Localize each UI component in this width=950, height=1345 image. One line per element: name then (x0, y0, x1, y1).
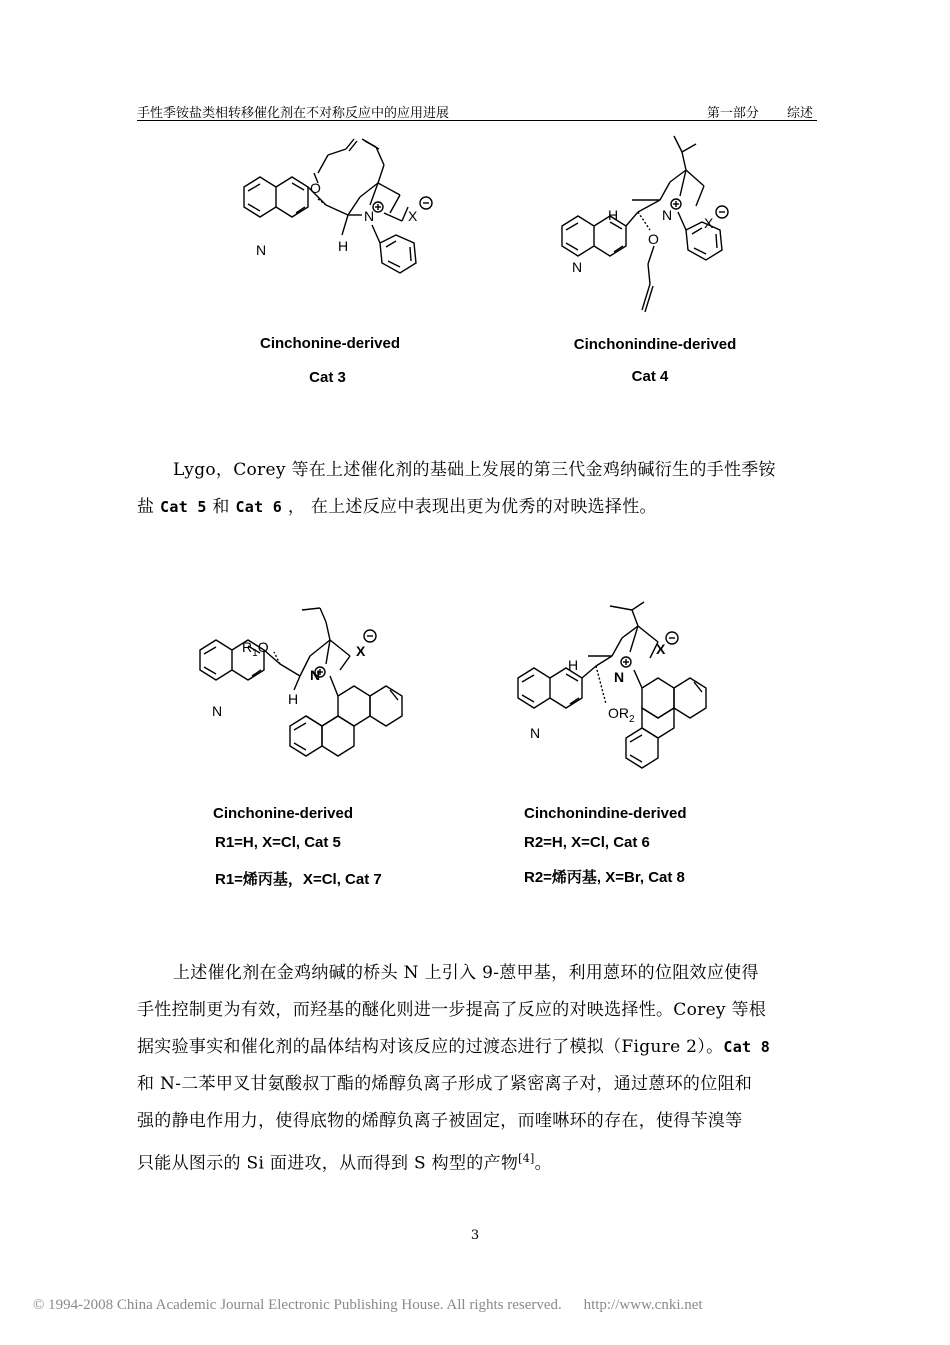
caption-cat3-title: Cinchonine-derived (259, 335, 401, 352)
header-section (683, 102, 813, 121)
atom-label-x: X (408, 208, 418, 224)
atom-label-n-quinoline: N (256, 242, 267, 258)
paragraph-2-line-1: 上述催化剂在金鸡纳碱的桥头 N 上引入 9-蒽甲基，利用蒽环的位阻效应使得 (173, 963, 759, 983)
paragraph-2-line-6-end: 。 (534, 1153, 552, 1174)
caption-cat7-r1: R1=烯丙基，X=Cl, Cat 7 (215, 871, 382, 888)
atom-label-n-quinoline: N (530, 725, 541, 741)
header-section-number: 第一部分 (706, 106, 759, 121)
paragraph-2-line-6 (137, 1140, 817, 1183)
header-section-name: 综述 (786, 106, 813, 121)
paragraph-1 (137, 452, 817, 526)
paragraph-1-text-c: ， 在上述反应中表现出更为优秀的对映选择性。 (287, 497, 657, 517)
atom-label-r1: $R_1O$ (242, 639, 269, 659)
atom-label-h: H (568, 657, 579, 673)
paragraph-2-line-5: 强的静电作用力，使得底物的烯醇负离子被固定，而喹啉环的存在，使得苄溴等 (137, 1111, 743, 1131)
footer-url: http://www.cnki.net (583, 1297, 703, 1313)
caption-cat3-label: Cat 3 (309, 369, 346, 386)
atom-label-x: X (704, 215, 714, 231)
page-number: 3 (470, 1228, 480, 1243)
footer-copyright: © 1994-2008 China Academic Journal Electronic Publishing House. All rights reserved. (33, 1297, 562, 1313)
footer (33, 1297, 703, 1314)
paragraph-2-line-2: 手性控制更为有效，而羟基的醚化则进一步提高了反应的对映选择性。Corey 等根 (137, 1000, 767, 1020)
caption-cat6-title: Cinchonindine-derived (524, 805, 687, 822)
caption-cat4-title: Cinchonindine-derived (573, 336, 737, 353)
paragraph-2-line-6-text: 只能从图示的 Si 面进攻，从而得到 S 构型的产物 (137, 1153, 519, 1174)
structure-cat4 (550, 130, 750, 320)
atom-label-h: H (608, 207, 619, 223)
atom-label-n-quaternary: N (662, 207, 673, 223)
caption-cat4-label: Cat 4 (631, 368, 669, 385)
paragraph-1-text-a: 盐 (137, 497, 155, 517)
atom-label-n-quaternary: N (310, 667, 321, 683)
structure-cat5-7 (190, 600, 420, 780)
paragraph-2 (137, 955, 817, 1183)
caption-cat8-r1: R2=烯丙基, X=Br, Cat 8 (524, 869, 685, 886)
atom-label-n-quaternary: N (614, 669, 625, 685)
paragraph-1-line-1: Lygo，Corey 等在上述催化剂的基础上发展的第三代金鸡纳碱衍生的手性季铵 (173, 460, 776, 480)
structure-cat6-8 (510, 600, 730, 780)
cat5-reference: Cat 5 (160, 498, 207, 516)
paragraph-1-line-2 (137, 489, 817, 526)
citation-ref-4: [4] (518, 1152, 535, 1165)
cat8-reference: Cat 8 (723, 1038, 771, 1056)
atom-label-x: X (356, 643, 366, 659)
atom-label-o: O (310, 180, 321, 196)
paragraph-2-line-3 (137, 1029, 817, 1066)
paragraph-1-text-b: 和 (212, 497, 230, 517)
structure-cat3 (230, 135, 450, 295)
atom-label-o: O (648, 231, 659, 247)
caption-cat6-r1: R2=H, X=Cl, Cat 6 (524, 834, 650, 851)
cat6-reference: Cat 6 (235, 498, 283, 516)
paragraph-2-line-3-text: 据实验事实和催化剂的晶体结构对该反应的过渡态进行了模拟（Figure 2）。 (137, 1037, 724, 1057)
caption-cat5-r1: R1=H, X=Cl, Cat 5 (215, 834, 341, 851)
atom-label-x: X (656, 641, 666, 657)
atom-label-h: H (288, 691, 299, 707)
atom-label-n-quaternary: N (364, 208, 375, 224)
header-title: 手性季铵盐类相转移催化剂在不对称反应中的应用进展 (137, 106, 450, 121)
caption-cat5-title: Cinchonine-derived (213, 805, 354, 822)
atom-label-n-quinoline: N (212, 703, 223, 719)
atom-label-h: H (338, 238, 349, 254)
atom-label-n-quinoline: N (572, 259, 583, 275)
paragraph-2-line-4: 和 N-二苯甲叉甘氨酸叔丁酯的烯醇负离子形成了紧密离子对，通过蒽环的位阻和 (137, 1074, 753, 1094)
running-header (137, 100, 817, 121)
atom-label-or2: $OR_2$ (608, 705, 635, 725)
